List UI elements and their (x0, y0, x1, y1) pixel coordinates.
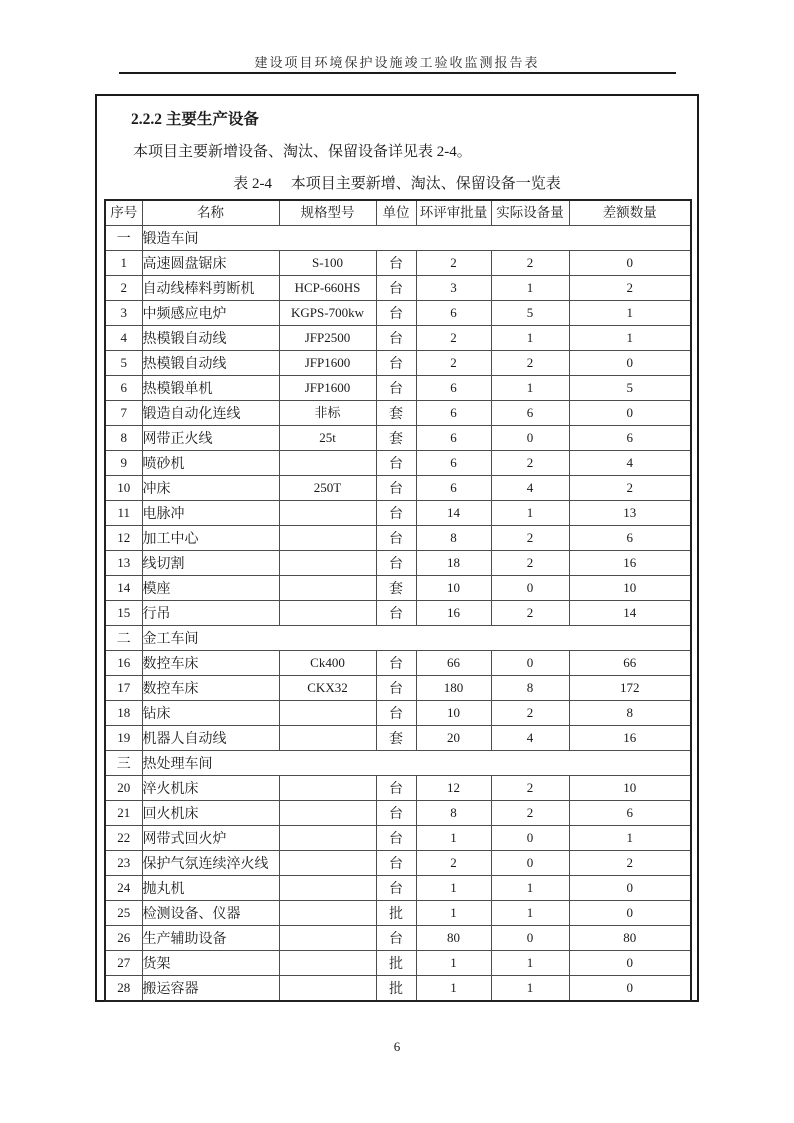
equipment-row (105, 901, 691, 926)
approved-qty: 8 (416, 801, 491, 826)
unit: 台 (376, 476, 416, 501)
column-header: 环评审批量 (416, 200, 491, 226)
equipment-row (105, 526, 691, 551)
approved-qty: 6 (416, 376, 491, 401)
section-name: 金工车间 (142, 626, 691, 651)
actual-qty: 2 (491, 451, 569, 476)
equipment-row (105, 576, 691, 601)
row-index: 1 (105, 251, 142, 276)
equipment-name: 行吊 (142, 601, 279, 626)
approved-qty: 2 (416, 851, 491, 876)
diff-qty: 2 (569, 851, 691, 876)
row-index: 26 (105, 926, 142, 951)
unit: 套 (376, 401, 416, 426)
equipment-name: 货架 (142, 951, 279, 976)
actual-qty: 6 (491, 401, 569, 426)
equipment-name: 淬火机床 (142, 776, 279, 801)
spec-model (279, 601, 376, 626)
diff-qty: 0 (569, 976, 691, 1002)
row-index: 4 (105, 326, 142, 351)
equipment-row (105, 976, 691, 1002)
equipment-row (105, 726, 691, 751)
equipment-name: 中频感应电炉 (142, 301, 279, 326)
spec-model (279, 851, 376, 876)
column-header: 差额数量 (569, 200, 691, 226)
spec-model: 250T (279, 476, 376, 501)
unit: 台 (376, 676, 416, 701)
approved-qty: 6 (416, 451, 491, 476)
spec-model (279, 876, 376, 901)
diff-qty: 16 (569, 551, 691, 576)
actual-qty: 5 (491, 301, 569, 326)
approved-qty: 80 (416, 926, 491, 951)
diff-qty: 2 (569, 476, 691, 501)
row-index: 28 (105, 976, 142, 1002)
actual-qty: 1 (491, 326, 569, 351)
spec-model (279, 976, 376, 1002)
approved-qty: 6 (416, 401, 491, 426)
equipment-name: 热模锻自动线 (142, 351, 279, 376)
column-header: 名称 (142, 200, 279, 226)
approved-qty: 3 (416, 276, 491, 301)
approved-qty: 2 (416, 251, 491, 276)
row-index: 21 (105, 801, 142, 826)
row-index: 24 (105, 876, 142, 901)
diff-qty: 0 (569, 901, 691, 926)
section-row (105, 626, 691, 651)
actual-qty: 1 (491, 976, 569, 1002)
row-index: 16 (105, 651, 142, 676)
row-index: 17 (105, 676, 142, 701)
equipment-row (105, 426, 691, 451)
approved-qty: 1 (416, 826, 491, 851)
spec-model (279, 901, 376, 926)
approved-qty: 10 (416, 576, 491, 601)
approved-qty: 6 (416, 476, 491, 501)
actual-qty: 0 (491, 426, 569, 451)
actual-qty: 8 (491, 676, 569, 701)
unit: 台 (376, 851, 416, 876)
spec-model (279, 801, 376, 826)
actual-qty: 1 (491, 951, 569, 976)
row-index: 5 (105, 351, 142, 376)
actual-qty: 1 (491, 276, 569, 301)
unit: 台 (376, 776, 416, 801)
spec-model: JFP1600 (279, 376, 376, 401)
equipment-row (105, 801, 691, 826)
row-index: 18 (105, 701, 142, 726)
actual-qty: 0 (491, 651, 569, 676)
column-header: 规格型号 (279, 200, 376, 226)
diff-qty: 14 (569, 601, 691, 626)
row-index: 二 (105, 626, 142, 651)
approved-qty: 12 (416, 776, 491, 801)
spec-model: 非标 (279, 401, 376, 426)
diff-qty: 8 (569, 701, 691, 726)
diff-qty: 1 (569, 326, 691, 351)
equipment-name: 保护气氛连续淬火线 (142, 851, 279, 876)
equipment-name: 钻床 (142, 701, 279, 726)
unit: 台 (376, 926, 416, 951)
diff-qty: 10 (569, 776, 691, 801)
row-index: 8 (105, 426, 142, 451)
diff-qty: 16 (569, 726, 691, 751)
diff-qty: 1 (569, 826, 691, 851)
row-index: 一 (105, 226, 142, 251)
equipment-name: 机器人自动线 (142, 726, 279, 751)
approved-qty: 10 (416, 701, 491, 726)
equipment-row (105, 651, 691, 676)
table-body (105, 226, 691, 1002)
approved-qty: 18 (416, 551, 491, 576)
approved-qty: 8 (416, 526, 491, 551)
content-box (95, 94, 699, 1002)
spec-model (279, 526, 376, 551)
spec-model: JFP1600 (279, 351, 376, 376)
row-index: 7 (105, 401, 142, 426)
equipment-name: 数控车床 (142, 676, 279, 701)
equipment-row (105, 851, 691, 876)
unit: 台 (376, 551, 416, 576)
unit: 台 (376, 876, 416, 901)
spec-model (279, 451, 376, 476)
header-rule (119, 72, 676, 74)
spec-model (279, 576, 376, 601)
equipment-name: 网带正火线 (142, 426, 279, 451)
equipment-name: 高速圆盘锯床 (142, 251, 279, 276)
equipment-table (104, 199, 692, 1002)
approved-qty: 1 (416, 976, 491, 1002)
equipment-name: 抛丸机 (142, 876, 279, 901)
diff-qty: 80 (569, 926, 691, 951)
unit: 台 (376, 701, 416, 726)
approved-qty: 1 (416, 901, 491, 926)
equipment-row (105, 676, 691, 701)
actual-qty: 2 (491, 526, 569, 551)
equipment-row (105, 301, 691, 326)
column-header: 序号 (105, 200, 142, 226)
section-name: 热处理车间 (142, 751, 691, 776)
unit: 台 (376, 526, 416, 551)
spec-model: HCP-660HS (279, 276, 376, 301)
actual-qty: 1 (491, 376, 569, 401)
spec-model (279, 701, 376, 726)
approved-qty: 66 (416, 651, 491, 676)
equipment-name: 加工中心 (142, 526, 279, 551)
actual-qty: 2 (491, 601, 569, 626)
equipment-row (105, 551, 691, 576)
equipment-row (105, 351, 691, 376)
approved-qty: 180 (416, 676, 491, 701)
running-header: 建设项目环境保护设施竣工验收监测报告表 (254, 55, 540, 70)
row-index: 20 (105, 776, 142, 801)
row-index: 25 (105, 901, 142, 926)
unit: 批 (376, 951, 416, 976)
unit: 台 (376, 301, 416, 326)
actual-qty: 0 (491, 826, 569, 851)
equipment-name: 电脉冲 (142, 501, 279, 526)
actual-qty: 2 (491, 776, 569, 801)
equipment-row (105, 451, 691, 476)
diff-qty: 13 (569, 501, 691, 526)
unit: 套 (376, 426, 416, 451)
spec-model: CKX32 (279, 676, 376, 701)
diff-qty: 10 (569, 576, 691, 601)
equipment-row (105, 776, 691, 801)
actual-qty: 2 (491, 351, 569, 376)
spec-model: 25t (279, 426, 376, 451)
equipment-name: 数控车床 (142, 651, 279, 676)
actual-qty: 0 (491, 851, 569, 876)
diff-qty: 2 (569, 276, 691, 301)
diff-qty: 4 (569, 451, 691, 476)
actual-qty: 2 (491, 551, 569, 576)
approved-qty: 6 (416, 301, 491, 326)
equipment-row (105, 326, 691, 351)
unit: 台 (376, 376, 416, 401)
unit: 台 (376, 326, 416, 351)
approved-qty: 6 (416, 426, 491, 451)
spec-model: KGPS-700kw (279, 301, 376, 326)
spec-model: JFP2500 (279, 326, 376, 351)
column-header: 单位 (376, 200, 416, 226)
table-header-row (105, 200, 691, 226)
equipment-row (105, 501, 691, 526)
intro-paragraph: 本项目主要新增设备、淘汰、保留设备详见表 2-4。 (133, 144, 472, 160)
row-index: 19 (105, 726, 142, 751)
approved-qty: 20 (416, 726, 491, 751)
row-index: 2 (105, 276, 142, 301)
row-index: 11 (105, 501, 142, 526)
equipment-row (105, 251, 691, 276)
row-index: 12 (105, 526, 142, 551)
actual-qty: 4 (491, 726, 569, 751)
spec-model (279, 826, 376, 851)
diff-qty: 5 (569, 376, 691, 401)
unit: 台 (376, 501, 416, 526)
unit: 台 (376, 651, 416, 676)
section-row (105, 751, 691, 776)
table-caption: 表 2-4 本项目主要新增、淘汰、保留设备一览表 (233, 176, 561, 192)
equipment-name: 热模锻单机 (142, 376, 279, 401)
diff-qty: 66 (569, 651, 691, 676)
row-index: 14 (105, 576, 142, 601)
actual-qty: 1 (491, 501, 569, 526)
approved-qty: 2 (416, 326, 491, 351)
equipment-name: 自动线棒料剪断机 (142, 276, 279, 301)
equipment-name: 搬运容器 (142, 976, 279, 1002)
equipment-row (105, 476, 691, 501)
actual-qty: 4 (491, 476, 569, 501)
section-heading: 2.2.2 主要生产设备 (131, 111, 259, 128)
actual-qty: 2 (491, 701, 569, 726)
unit: 批 (376, 901, 416, 926)
unit: 台 (376, 801, 416, 826)
row-index: 22 (105, 826, 142, 851)
diff-qty: 172 (569, 676, 691, 701)
diff-qty: 6 (569, 526, 691, 551)
equipment-name: 锻造自动化连线 (142, 401, 279, 426)
diff-qty: 0 (569, 251, 691, 276)
unit: 套 (376, 726, 416, 751)
approved-qty: 16 (416, 601, 491, 626)
unit: 台 (376, 451, 416, 476)
spec-model (279, 551, 376, 576)
row-index: 3 (105, 301, 142, 326)
actual-qty: 0 (491, 576, 569, 601)
actual-qty: 2 (491, 801, 569, 826)
equipment-name: 网带式回火炉 (142, 826, 279, 851)
equipment-name: 检测设备、仪器 (142, 901, 279, 926)
unit: 台 (376, 251, 416, 276)
actual-qty: 1 (491, 901, 569, 926)
spec-model: S-100 (279, 251, 376, 276)
row-index: 三 (105, 751, 142, 776)
unit: 台 (376, 351, 416, 376)
spec-model (279, 951, 376, 976)
spec-model (279, 926, 376, 951)
spec-model (279, 726, 376, 751)
actual-qty: 2 (491, 251, 569, 276)
approved-qty: 1 (416, 951, 491, 976)
diff-qty: 0 (569, 951, 691, 976)
equipment-row (105, 601, 691, 626)
unit: 套 (376, 576, 416, 601)
diff-qty: 0 (569, 351, 691, 376)
spec-model (279, 776, 376, 801)
diff-qty: 6 (569, 426, 691, 451)
actual-qty: 0 (491, 926, 569, 951)
equipment-name: 线切割 (142, 551, 279, 576)
equipment-name: 回火机床 (142, 801, 279, 826)
equipment-row (105, 376, 691, 401)
spec-model (279, 501, 376, 526)
row-index: 27 (105, 951, 142, 976)
equipment-row (105, 701, 691, 726)
approved-qty: 2 (416, 351, 491, 376)
row-index: 10 (105, 476, 142, 501)
section-name: 锻造车间 (142, 226, 691, 251)
equipment-name: 生产辅助设备 (142, 926, 279, 951)
row-index: 6 (105, 376, 142, 401)
equipment-row (105, 876, 691, 901)
equipment-name: 模座 (142, 576, 279, 601)
page-number: 6 (393, 1039, 401, 1054)
diff-qty: 0 (569, 876, 691, 901)
equipment-row (105, 826, 691, 851)
approved-qty: 14 (416, 501, 491, 526)
approved-qty: 1 (416, 876, 491, 901)
equipment-row (105, 951, 691, 976)
equipment-row (105, 926, 691, 951)
row-index: 13 (105, 551, 142, 576)
equipment-name: 喷砂机 (142, 451, 279, 476)
diff-qty: 1 (569, 301, 691, 326)
equipment-name: 热模锻自动线 (142, 326, 279, 351)
equipment-row (105, 276, 691, 301)
diff-qty: 6 (569, 801, 691, 826)
spec-model: Ck400 (279, 651, 376, 676)
unit: 台 (376, 826, 416, 851)
row-index: 9 (105, 451, 142, 476)
row-index: 23 (105, 851, 142, 876)
row-index: 15 (105, 601, 142, 626)
diff-qty: 0 (569, 401, 691, 426)
equipment-name: 冲床 (142, 476, 279, 501)
unit: 批 (376, 976, 416, 1002)
actual-qty: 1 (491, 876, 569, 901)
unit: 台 (376, 276, 416, 301)
unit: 台 (376, 601, 416, 626)
equipment-row (105, 401, 691, 426)
section-row (105, 226, 691, 251)
column-header: 实际设备量 (491, 200, 569, 226)
